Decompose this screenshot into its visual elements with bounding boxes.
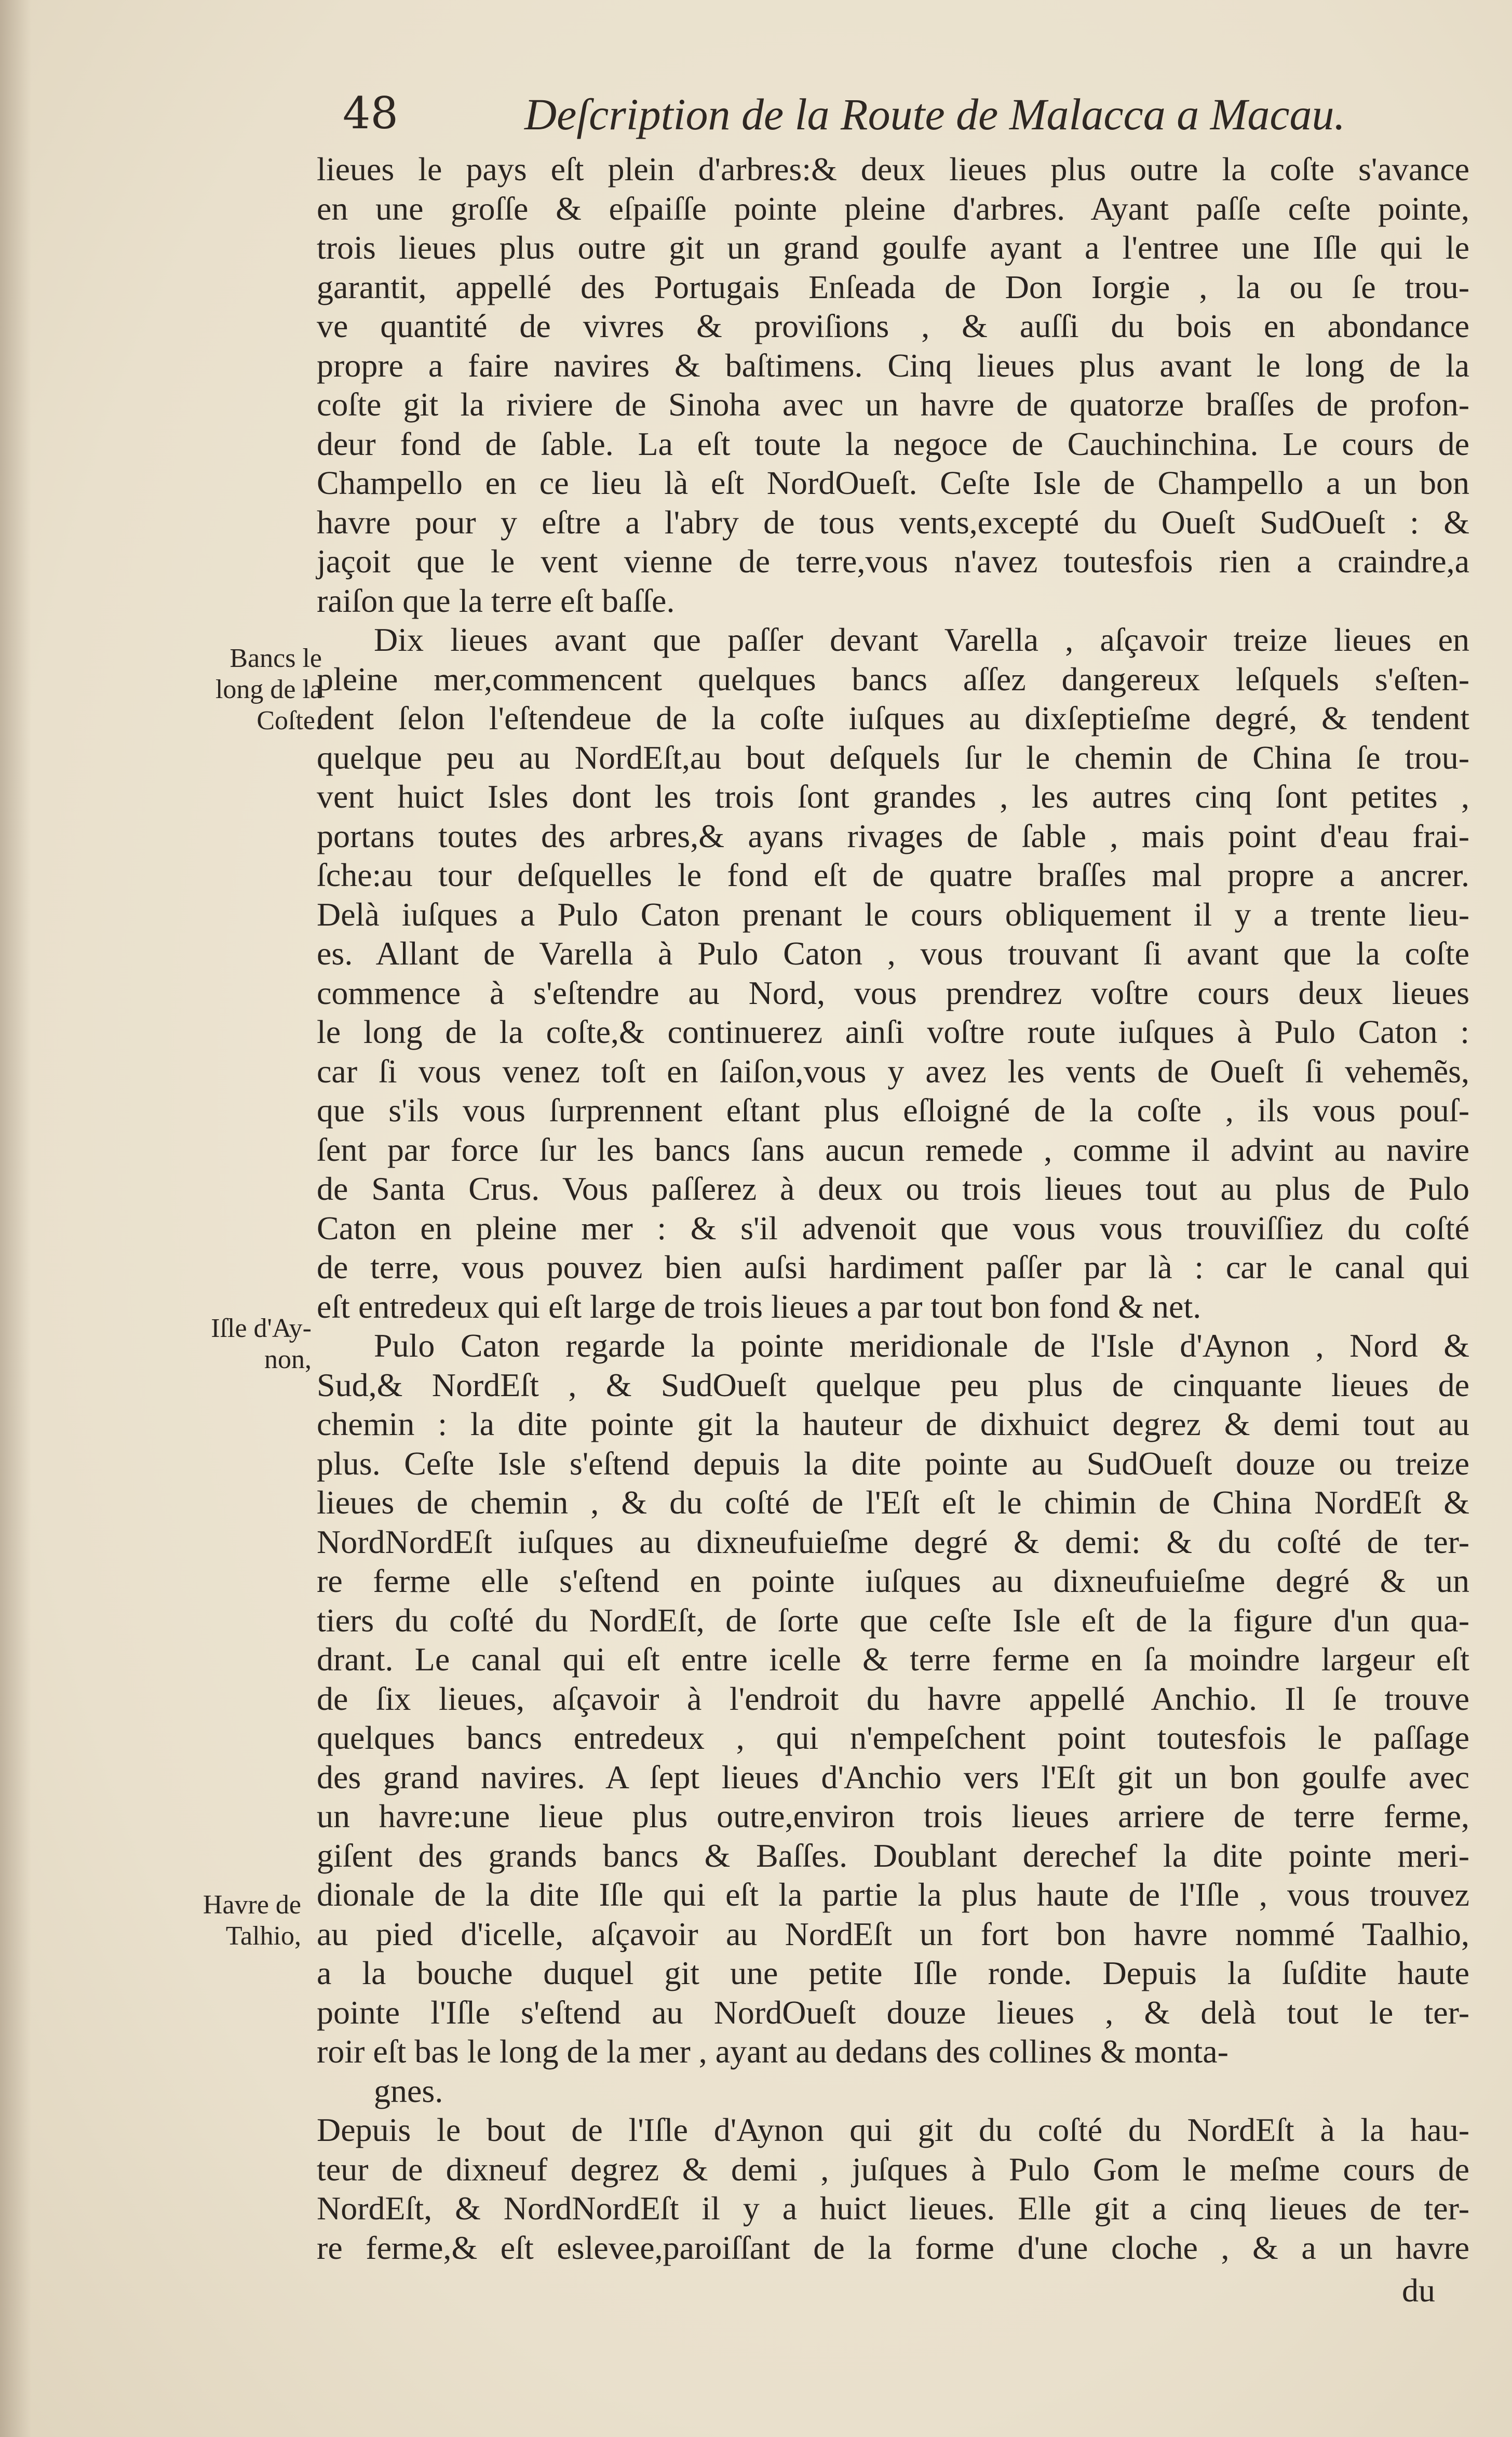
margin-note-line: Talhio,	[225, 1921, 301, 1951]
text-line: NordNordEſt iuſques au dixneufuieſme degré & demi: & du coſté de ter-	[317, 1523, 1469, 1560]
gutter-shadow	[0, 0, 31, 2437]
text-line: Delà iuſques a Pulo Caton prenant le cours obliquement il y a trente lieu-	[317, 896, 1469, 933]
margin-note-line: Coſte.	[256, 706, 322, 735]
running-title: Deſcription de la Route de Malacca a Macau.	[524, 89, 1346, 139]
page-number: 48	[343, 88, 398, 139]
text-line: plus. Ceſte Isle s'eſtend depuis la dite pointe au SudOueſt douze ou treize	[317, 1445, 1469, 1482]
text-line: pointe l'Iſle s'eſtend au NordOueſt douze lieues , & delà tout le ter-	[317, 1994, 1469, 2031]
text-line: Depuis le bout de l'Iſle d'Aynon qui git du coſté du NordEſt à la hau-	[317, 2111, 1469, 2148]
margin-note-line: non,	[264, 1345, 312, 1374]
text-line: tiers du coſté du NordEſt, de ſorte que ceſte Isle eſt de la figure d'un qua-	[317, 1602, 1469, 1639]
margin-note-line: Bancs le	[230, 644, 322, 673]
text-line: ve quantité de vivres & proviſions , & auſſi du bois en abondance	[317, 307, 1469, 344]
text-line: teur de dixneuf degrez & demi , juſques à Pulo Gom le meſme cours de	[317, 2151, 1469, 2188]
text-line: de Santa Crus. Vous paſſerez à deux ou trois lieues tout au plus de Pulo	[317, 1170, 1469, 1207]
text-line: de ſix lieues, aſçavoir à l'endroit du havre appellé Anchio. Il ſe trouve	[317, 1680, 1469, 1717]
text-line: drant. Le canal qui eſt entre icelle & terre ferme en ſa moindre largeur eſt	[317, 1641, 1469, 1678]
margin-note-line: Havre de	[203, 1890, 301, 1920]
margin-note-line: long de la	[215, 675, 322, 704]
text-line: propre a faire navires & baſtimens. Cinq lieues plus avant le long de la	[317, 347, 1469, 384]
text-line: dionale de la dite Iſle qui eſt la partie la plus haute de l'Iſle , vous trouvez	[317, 1876, 1469, 1913]
text-line: au pied d'icelle, aſçavoir au NordEſt un fort bon havre nommé Taalhio,	[317, 1916, 1469, 1952]
text-line: Pulo Caton regarde la pointe meridionale de l'Isle d'Aynon , Nord &	[374, 1327, 1469, 1364]
text-line: quelque peu au NordEſt,au bout deſquels ſur le chemin de China ſe trou-	[317, 739, 1469, 776]
text-line: raiſon que la terre eſt baſſe.	[317, 582, 675, 619]
text-line: deur fond de ſable. La eſt toute la negoce de Cauchinchina. Le cours de	[317, 425, 1469, 462]
text-line: re ferme,& eſt eslevee,paroiſſant de la forme d'une cloche , & a un havre	[317, 2229, 1469, 2266]
text-line: quelques bancs entredeux , qui n'empeſchent point toutesfois le paſſage	[317, 1719, 1469, 1756]
text-line: havre pour y eſtre a l'abry de tous vents,excepté du Oueſt SudOueſt : &	[317, 504, 1469, 541]
text-line: NordEſt, & NordNordEſt il y a huict lieues. Elle git a cinq lieues de ter-	[317, 2190, 1469, 2227]
text-line: en une groſſe & eſpaiſſe pointe pleine d'arbres. Ayant paſſe ceſte pointe,	[317, 190, 1469, 227]
text-line: de terre, vous pouvez bien auſsi hardiment paſſer par là : car le canal qui	[317, 1249, 1469, 1286]
text-line: chemin : la dite pointe git la hauteur de dixhuict degrez & demi tout au	[317, 1405, 1469, 1442]
text-line: lieues de chemin , & du coſté de l'Eſt eſt le chimin de China NordEſt &	[317, 1484, 1469, 1521]
text-line: re ferme elle s'eſtend en pointe iuſques au dixneufuieſme degré & un	[317, 1562, 1469, 1599]
text-line: roir eſt bas le long de la mer , ayant au dedans des collines & monta-	[317, 2033, 1228, 2070]
text-line: eſt entredeux qui eſt large de trois lieues a par tout bon fond & net.	[317, 1288, 1202, 1325]
text-line: a la bouche duquel git une petite Iſle ronde. Depuis la ſuſdite haute	[317, 1954, 1469, 1991]
margin-note-isle	[177, 1313, 312, 1375]
text-line: Caton en pleine mer : & s'il advenoit que vous vous trouviſſiez du coſté	[317, 1210, 1469, 1247]
text-line: dent ſelon l'eſtendeue de la coſte iuſques au dixſeptieſme degré, & tendent	[317, 700, 1469, 737]
text-line: des grand navires. A ſept lieues d'Anchio vers l'Eſt git un bon goulfe avec	[317, 1759, 1469, 1796]
text-line: que s'ils vous ſurprennent eſtant plus eſloigné de la coſte , ils vous pouſ-	[317, 1092, 1469, 1129]
margin-note-havre	[166, 1890, 301, 1952]
text-line: es. Allant de Varella à Pulo Caton , vous trouvant ſi avant que la coſte	[317, 935, 1469, 972]
text-line: giſent des grands bancs & Baſſes. Doublant derechef la dite pointe meri-	[317, 1837, 1469, 1874]
margin-note-bancs	[187, 643, 322, 737]
text-line: gnes.	[374, 2072, 443, 2109]
text-line: garantit, appellé des Portugais Enſeada de Don Iorgie , la ou ſe trou-	[317, 269, 1469, 305]
text-line: pleine mer,commencent quelques bancs aſſez dangereux leſquels s'eſten-	[317, 661, 1469, 698]
text-line: portans toutes des arbres,& ayans rivages de ſable , mais point d'eau frai-	[317, 818, 1469, 854]
text-line: le long de la coſte,& continuerez ainſi voſtre route iuſques à Pulo Caton :	[317, 1013, 1469, 1050]
text-line: Dix lieues avant que paſſer devant Varella , aſçavoir treize lieues en	[374, 621, 1469, 658]
text-line: vent huict Isles dont les trois ſont grandes , les autres cinq ſont petites ,	[317, 778, 1469, 815]
text-line: Sud,& NordEſt , & SudOueſt quelque peu plus de cinquante lieues de	[317, 1367, 1469, 1403]
text-line: commence à s'eſtendre au Nord, vous prendrez voſtre cours deux lieues	[317, 974, 1469, 1011]
text-line: Champello en ce lieu là eſt NordOueſt. Ceſte Isle de Champello a un bon	[317, 464, 1469, 501]
text-line: jaçoit que le vent vienne de terre,vous n'avez toutesfois rien a craindre,a	[317, 543, 1469, 580]
text-line: coſte git la riviere de Sinoha avec un havre de quatorze braſſes de profon-	[317, 386, 1469, 423]
text-line: ſent par force ſur les bancs ſans aucun remede , comme il advint au navire	[317, 1131, 1469, 1168]
text-line: un havre:une lieue plus outre,environ trois lieues arriere de terre ferme,	[317, 1798, 1469, 1835]
text-line: car ſi vous venez toſt en ſaiſon,vous y avez les vents de Oueſt ſi vehemẽs,	[317, 1053, 1469, 1090]
text-line: trois lieues plus outre git un grand goulfe ayant a l'entree une Iſle qui le	[317, 229, 1469, 266]
text-line: ſche:au tour deſquelles le fond eſt de quatre braſſes mal propre a ancrer.	[317, 856, 1469, 893]
text-line: lieues le pays eſt plein d'arbres:& deux lieues plus outre la coſte s'avance	[317, 151, 1469, 188]
catchword: du	[1402, 2272, 1435, 2309]
margin-note-line: Iſle d'Ay-	[211, 1314, 312, 1343]
